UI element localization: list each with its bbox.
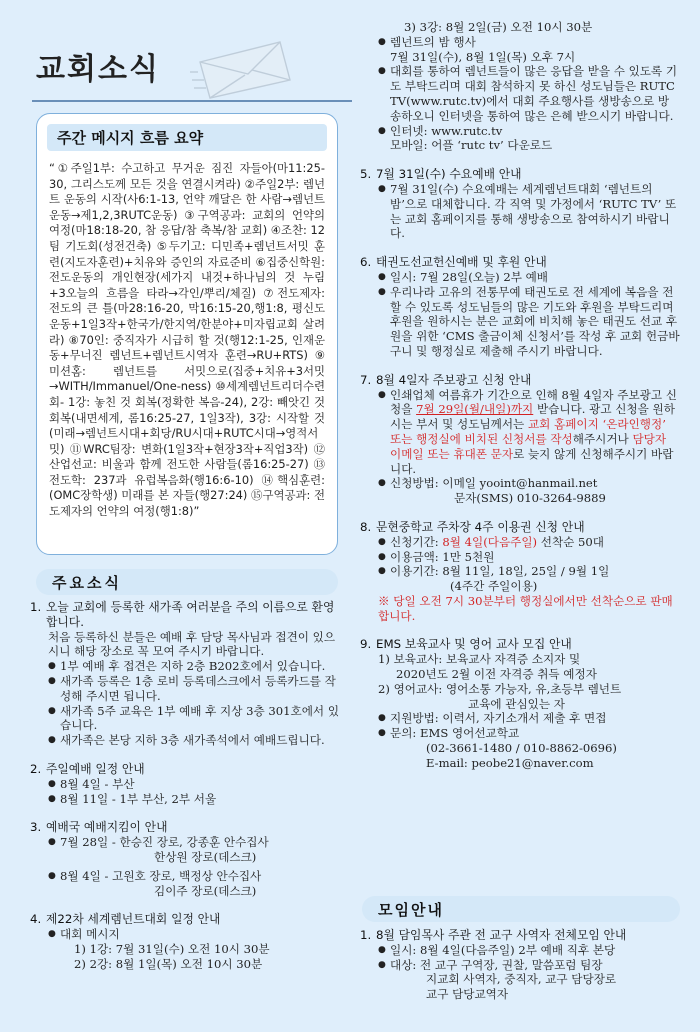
sub-item: 1) 1강: 7월 31일(수) 오전 10시 30분 <box>74 941 270 956</box>
item-title <box>360 373 680 388</box>
item-title <box>360 520 680 535</box>
bullet-cont: 지교회 사역자, 중직자, 교구 담당장로 <box>426 972 617 987</box>
item-body <box>360 652 680 770</box>
contact-highlight: 담당자 이메일 또는 휴대폰 문자 <box>390 431 667 461</box>
item-title-text: EMS 보육교사 및 영어 교사 모집 안내 <box>376 637 572 652</box>
item-number: 9. <box>360 637 372 652</box>
sales-note: ※ 당일 오전 7시 30분부터 행정실에서만 선착순으로 판매합니다. <box>378 593 673 623</box>
sub-item-cont: 교육에 관심있는 자 <box>468 696 565 711</box>
bullet: ● 이용금액: 1만 5천원 <box>378 550 680 565</box>
item-title <box>30 600 340 630</box>
bullet: ● 대회 메시지 <box>48 927 340 942</box>
text: 신청기간: <box>390 534 443 549</box>
item-desc: 처음 등록하신 분들은 예배 후 담당 목사님과 접견이 있으시니 해당 장소로 꼭 모여 주시기 바랍니다. <box>48 629 336 659</box>
item-title-text: 주일예배 일정 안내 <box>46 761 145 776</box>
text: 로 늦지 않게 신청해주시기 바랍니다. <box>390 446 674 476</box>
bullet: ● 7월 28일 - 한승진 장로, 강종훈 안수집사 <box>48 835 340 850</box>
news-item-2 <box>30 762 340 806</box>
item-number: 3. <box>30 820 42 835</box>
sub-item-cont: 2020년도 2월 이전 자격증 취득 예정자 <box>396 667 597 682</box>
bullet-cont: 김이주 장로(데스크) <box>154 883 257 898</box>
item-title <box>360 637 680 652</box>
item-body <box>360 388 680 506</box>
item-body <box>360 535 680 624</box>
bullet-cont: 7월 31일(수), 8월 1일(목) 오후 7시 <box>390 49 576 64</box>
right-column <box>360 20 680 785</box>
title-underline <box>32 100 352 102</box>
news-item-5 <box>360 167 680 241</box>
item-number: 2. <box>30 761 42 776</box>
item-body <box>30 835 340 898</box>
item-title-text: 태권도선교헌신예배 및 후원 안내 <box>376 255 547 270</box>
item-number: 5. <box>360 167 372 182</box>
bullet: ● 7월 31일(수) 수요예배는 세계렘넌트대회 ‘렘넌트의 밤’으로 대체합니다. 각 직역 및 가정에서 ‘RUTC TV’ 또는 교회 홈페이지를 통해 생방송으로 참여하시기 바랍니다. <box>378 182 680 241</box>
text: 인쇄업체 여름휴가 기간으로 인해 8월 4일자 주보광고 신청을 <box>390 387 677 417</box>
summary-text: “①주일1부: 수고하고 무거운 짐진 자들아(마11:25-30, 그리스도께 모든 것을 연결시켜라) ②주일2부: 렘넌트 운동의 시작(사6:1-13, 언약 깨달은 한 사람→렘넌트운동→제1,2,3RUTC운동) ③구역공과: 교회의 언약의 여정(마18:18-20, 참 응답/참 축복/참 교회) ④조찬: 12팀 기도회(성전건축) ⑤두기고: 디민족+렘넌트서밋 훈련(지도자훈련)+치유와 증인의 자료준비 ⑥집중신학원: 전도운동의 개인현장(세가지 내것+하나님의 것 누림+3오늘의 흐름을 타라→각인/뿌리/체질) ⑦전도제자: 전도의 큰 틀(마28:16-20, 막16:15-20,행1:8, 평신도운동+1일3작+한국가/한지역/한분야+미자립교회 살려라) ⑧70인: 중직자가 시급히 할 것(행12:1-25, 인재운동+무너진 렘넌트+렘넌트시역자 훈련→RU+RTS) ⑨미션홈: 렘넌트를 서밋으로(집중+치유+3서밋→WITH/Immanuel/One-ness) ⑩세계렘넌트리더수련회- 1강: 놓친 것 회복(정확한 복음-24), 2강: 빼앗긴 것 회복(내면세계, 롬16:25-27, 1일3작), 3강: 시작할 것(미래→렘넌트시대+회당/RU시대+RUTC시대→영적서밋) ⑪WRC팀장: 변화(1일3작+현장3작+직업3작) ⑫산업선교: 비울과 함께 전도한 사람들(롬16:25-27) ⑬전도학: 237과 유럽복음화(행16:6-10) ⑭핵심훈련: (OMC장학생) 미래를 본 자들(행27:24) ⑮구역공과: 전도제자의 언약의 여정(행1:8)” <box>49 161 325 519</box>
news-item-4 <box>30 912 340 971</box>
left-column <box>30 600 340 986</box>
item-title-text: 문현중학교 주차장 4주 이용권 신청 안내 <box>376 519 585 534</box>
bullet: ● 대상: 전 교구 구역장, 권찰, 말씀포럼 팀장 <box>378 958 680 973</box>
weekly-message-summary <box>36 113 338 555</box>
item-title <box>360 167 680 182</box>
item-number: 1. <box>360 928 372 942</box>
bullet-cont: (4주간 주일이용) <box>450 579 538 594</box>
envelope-icon <box>190 32 300 102</box>
bullet <box>378 535 680 550</box>
bullet: ● 새가족 등록은 1층 로비 등록데스크에서 등록카드를 작성해 주시면 됩니다. <box>48 674 340 704</box>
item-title <box>30 762 340 777</box>
news-item-1 <box>30 600 340 748</box>
phone-numbers: (02-3661-1480 / 010-8862-0696) <box>426 741 617 756</box>
sub-item: 2) 영어교사: 영어소통 가능자, 유,초등부 렘넌트 <box>378 681 622 696</box>
news-item-6 <box>360 255 680 359</box>
text: 해주시거나 <box>572 431 633 446</box>
bullet: ● 8월 4일 - 고원호 장로, 백정상 안수집사 <box>48 869 340 884</box>
date-highlight: 8월 4일(다음주일) <box>442 534 538 549</box>
item-title <box>30 820 340 835</box>
sub-item: 3) 3강: 8월 2일(금) 오전 10시 30분 <box>404 20 593 34</box>
item-number: 6. <box>360 255 372 270</box>
item-body <box>360 943 680 1002</box>
item-title-text: 예배국 예배지킴이 안내 <box>46 820 168 835</box>
bullet: ● 일시: 8월 4일(다음주일) 2부 예배 직후 본당 <box>378 943 680 958</box>
news-item-9 <box>360 637 680 770</box>
bullet: ● 이용기간: 8월 11일, 18일, 25일 / 9월 1일 <box>378 564 680 579</box>
news-item-4-continued <box>360 20 680 153</box>
item-body <box>30 630 340 748</box>
sub-item: 2) 2강: 8월 1일(목) 오전 10시 30분 <box>74 956 263 971</box>
sub-item: 1) 보육교사: 보육교사 자격증 소지자 및 <box>378 652 581 667</box>
item-body <box>360 270 680 359</box>
item-number: 7. <box>360 372 372 387</box>
bullet-cont: 문자(SMS) 010-3264-9889 <box>454 491 606 506</box>
item-body <box>30 777 340 807</box>
news-item-3 <box>30 820 340 898</box>
bullet: ● 새가족 5주 교육은 1부 예배 후 지상 3층 301호에서 있습니다. <box>48 704 340 734</box>
meeting-column <box>360 928 680 1016</box>
item-title-text: 제22차 세계렘넌트대회 일정 안내 <box>46 912 221 927</box>
bullet: ● 8월 11일 - 1부 부산, 2부 서울 <box>48 792 340 807</box>
item-title <box>360 255 680 270</box>
item-body <box>360 20 680 153</box>
email-address: E-mail: peobe21@naver.com <box>426 755 594 770</box>
meeting-item-1 <box>360 928 680 1002</box>
bullet: ● 신청방법: 이메일 yooint@hanmail.net <box>378 476 680 491</box>
bullet: ● 지원방법: 이력서, 자기소개서 제출 후 면접 <box>378 711 680 726</box>
bullet: ● 우리나라 고유의 전통무예 태권도로 전 세계에 복음을 전할 수 있도록 성도님들의 많은 기도와 후원을 부탁드리며 후원을 원하시는 분은 교회에 비치해 놓은 태권도 선교 후원을 위한 ‘CMS 출금이체 신청서’를 작성 후 교회 헌금바구니 및 행정실로 제출해 주시기 바랍니다. <box>378 285 680 359</box>
item-number: 1. <box>30 600 42 614</box>
item-body <box>30 927 340 971</box>
meeting-info-header: 모임안내 <box>362 896 680 922</box>
item-number: 8. <box>360 519 372 534</box>
bullet: ● 문의: EMS 영어선교학교 <box>378 726 680 741</box>
deadline-highlight: 7월 29일(월/내일)까지 <box>416 402 534 417</box>
bullet: ● 렘넌트의 밤 행사 <box>378 35 680 50</box>
text: 선착순 50대 <box>537 534 604 549</box>
bullet: ● 인터넷: www.rutc.tv <box>378 124 680 139</box>
bullet: ● 8월 4일 - 부산 <box>48 777 340 792</box>
bullet: ● 일시: 7월 28일(오늘) 2부 예배 <box>378 270 680 285</box>
item-title <box>360 928 680 943</box>
item-title-text: 오늘 교회에 등록한 새가족 여러분을 주의 이름으로 환영합니다. <box>46 600 335 629</box>
news-item-8 <box>360 520 680 624</box>
bullet <box>378 388 680 477</box>
item-title-text: 8월 4일자 주보광고 신청 안내 <box>376 372 532 387</box>
item-title-text: 7월 31일(수) 수요예배 안내 <box>376 167 522 182</box>
bullet-cont: 모바일: 어플 ‘rutc tv’ 다운로드 <box>390 138 553 153</box>
bullet: ● 대회를 통하여 렘넌트들이 많은 응답을 받을 수 있도록 기도 부탁드리며 대회 참석하지 못 하신 성도님들은 RUTC TV(www.rutc.tv)에서 대회 주요행사를 생방송으로 방송하오니 인터넷을 통하여 많은 은혜 받으시기 바랍니다. <box>378 64 680 123</box>
bullet-cont: 한상원 장로(데스크) <box>154 849 257 864</box>
summary-title: 주간 메시지 흐름 요약 <box>47 124 327 151</box>
bullet: ● 새가족은 본당 지하 3층 새가족석에서 예배드립니다. <box>48 733 340 748</box>
major-news-header: 주요소식 <box>36 569 338 595</box>
item-title <box>30 912 340 927</box>
item-title-text: 8월 담임목사 주관 전 교구 사역자 전체모임 안내 <box>376 928 627 942</box>
method-highlight: 교회 홈페이지 ‘온라인행정’ 또는 행정실에 비치된 신청서를 작성 <box>390 417 666 446</box>
header <box>22 22 342 102</box>
page-title: 교회소식 <box>36 52 160 87</box>
item-number: 4. <box>30 912 42 927</box>
text: 받습니다. 광고 신청을 원하시는 부서 및 성도님께서는 <box>390 402 675 432</box>
bullet: ● 1부 예배 후 접견은 지하 2층 B202호에서 있습니다. <box>48 659 340 674</box>
item-body <box>360 182 680 241</box>
news-item-7 <box>360 373 680 506</box>
bullet-cont: 교구 담당교역자 <box>426 987 509 1002</box>
